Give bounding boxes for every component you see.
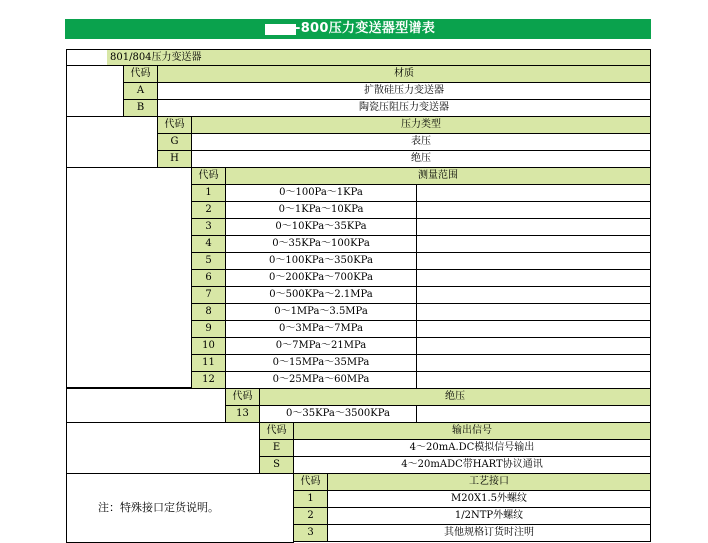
process-code-2: 2 xyxy=(293,507,328,525)
process-desc-3: 其他规格订货时注明 xyxy=(327,524,651,542)
range-spacer xyxy=(416,337,651,355)
range-code: 6 xyxy=(191,269,226,287)
range-spacer xyxy=(416,201,651,219)
absolute-code-header: 代码 xyxy=(225,388,260,406)
title-redacted-block xyxy=(265,24,296,35)
range-code: 11 xyxy=(191,354,226,372)
left-edge xyxy=(0,0,3,536)
range-spacer xyxy=(416,371,651,389)
range-code: 2 xyxy=(191,201,226,219)
pressure-type-desc-h: 绝压 xyxy=(191,150,651,168)
range-code: 10 xyxy=(191,337,226,355)
output-code-s: S xyxy=(259,456,294,474)
range-desc: 0～25MPa～60MPa xyxy=(225,371,417,389)
range-spacer xyxy=(416,218,651,236)
pressure-type-header: 压力类型 xyxy=(191,116,651,134)
range-desc: 0～100KPa～350KPa xyxy=(225,252,417,270)
range-code: 7 xyxy=(191,286,226,304)
model-blank xyxy=(67,50,107,65)
range-spacer xyxy=(416,303,651,321)
process-code-3: 3 xyxy=(293,524,328,542)
absolute-spacer xyxy=(416,405,651,423)
process-code-header: 代码 xyxy=(293,473,328,491)
range-desc: 0～3MPa～7MPa xyxy=(225,320,417,338)
output-header: 输出信号 xyxy=(293,422,651,440)
range-code: 3 xyxy=(191,218,226,236)
range-desc: 0～10KPa～35KPa xyxy=(225,218,417,236)
output-code-header: 代码 xyxy=(259,422,294,440)
range-desc: 0～15MPa～35MPa xyxy=(225,354,417,372)
range-spacer xyxy=(416,320,651,338)
range-code-header: 代码 xyxy=(191,167,226,185)
range-desc: 0～500KPa～2.1MPa xyxy=(225,286,417,304)
material-indent xyxy=(66,65,124,117)
absolute-header: 绝压 xyxy=(259,388,651,406)
range-desc: 0～35KPa～100KPa xyxy=(225,235,417,253)
absolute-indent xyxy=(66,388,226,423)
absolute-code-13: 13 xyxy=(225,405,260,423)
pressure-type-code-g: G xyxy=(157,133,192,151)
range-desc: 0～1KPa～10KPa xyxy=(225,201,417,219)
material-desc-b: 陶瓷压阻压力变送器 xyxy=(157,99,651,117)
range-spacer xyxy=(416,252,651,270)
material-code-header: 代码 xyxy=(123,65,158,83)
pressure-type-desc-g: 表压 xyxy=(191,133,651,151)
process-desc-2: 1/2NTP外螺纹 xyxy=(327,507,651,525)
output-code-e: E xyxy=(259,439,294,457)
page-title: -800压力变送器型谱表 xyxy=(295,21,436,36)
absolute-desc-13: 0～35KPa～3500KPa xyxy=(259,405,417,423)
process-header: 工艺接口 xyxy=(327,473,651,491)
output-desc-s: 4～20mADC带HART协议通讯 xyxy=(293,456,651,474)
model-label: 801/804压力变送器 xyxy=(110,52,202,63)
output-desc-e: 4～20mA.DC模拟信号输出 xyxy=(293,439,651,457)
range-spacer xyxy=(416,235,651,253)
material-header: 材质 xyxy=(157,65,651,83)
material-desc-a: 扩散硅压力变送器 xyxy=(157,82,651,100)
pressure-type-code-h: H xyxy=(157,150,192,168)
process-desc-1: M20X1.5外螺纹 xyxy=(327,490,651,508)
range-spacer xyxy=(416,184,651,202)
special-note: 注：特殊接口定货说明。 xyxy=(98,501,219,514)
pressure-type-indent xyxy=(66,116,158,168)
range-code: 12 xyxy=(191,371,226,389)
range-desc: 0～100Pa～1KPa xyxy=(225,184,417,202)
range-spacer xyxy=(416,354,651,372)
range-code: 9 xyxy=(191,320,226,338)
range-code: 4 xyxy=(191,235,226,253)
material-code-b: B xyxy=(123,99,158,117)
range-desc: 0～7MPa～21MPa xyxy=(225,337,417,355)
output-indent xyxy=(66,422,260,474)
range-spacer xyxy=(416,286,651,304)
pressure-type-code-header: 代码 xyxy=(157,116,192,134)
range-header: 测量范围 xyxy=(225,167,651,185)
range-code: 8 xyxy=(191,303,226,321)
range-spacer xyxy=(416,269,651,287)
range-desc: 0～200KPa～700KPa xyxy=(225,269,417,287)
material-code-a: A xyxy=(123,82,158,100)
range-code: 1 xyxy=(191,184,226,202)
range-code: 5 xyxy=(191,252,226,270)
process-code-1: 1 xyxy=(293,490,328,508)
range-indent xyxy=(66,167,192,388)
range-desc: 0～1MPa～3.5MPa xyxy=(225,303,417,321)
